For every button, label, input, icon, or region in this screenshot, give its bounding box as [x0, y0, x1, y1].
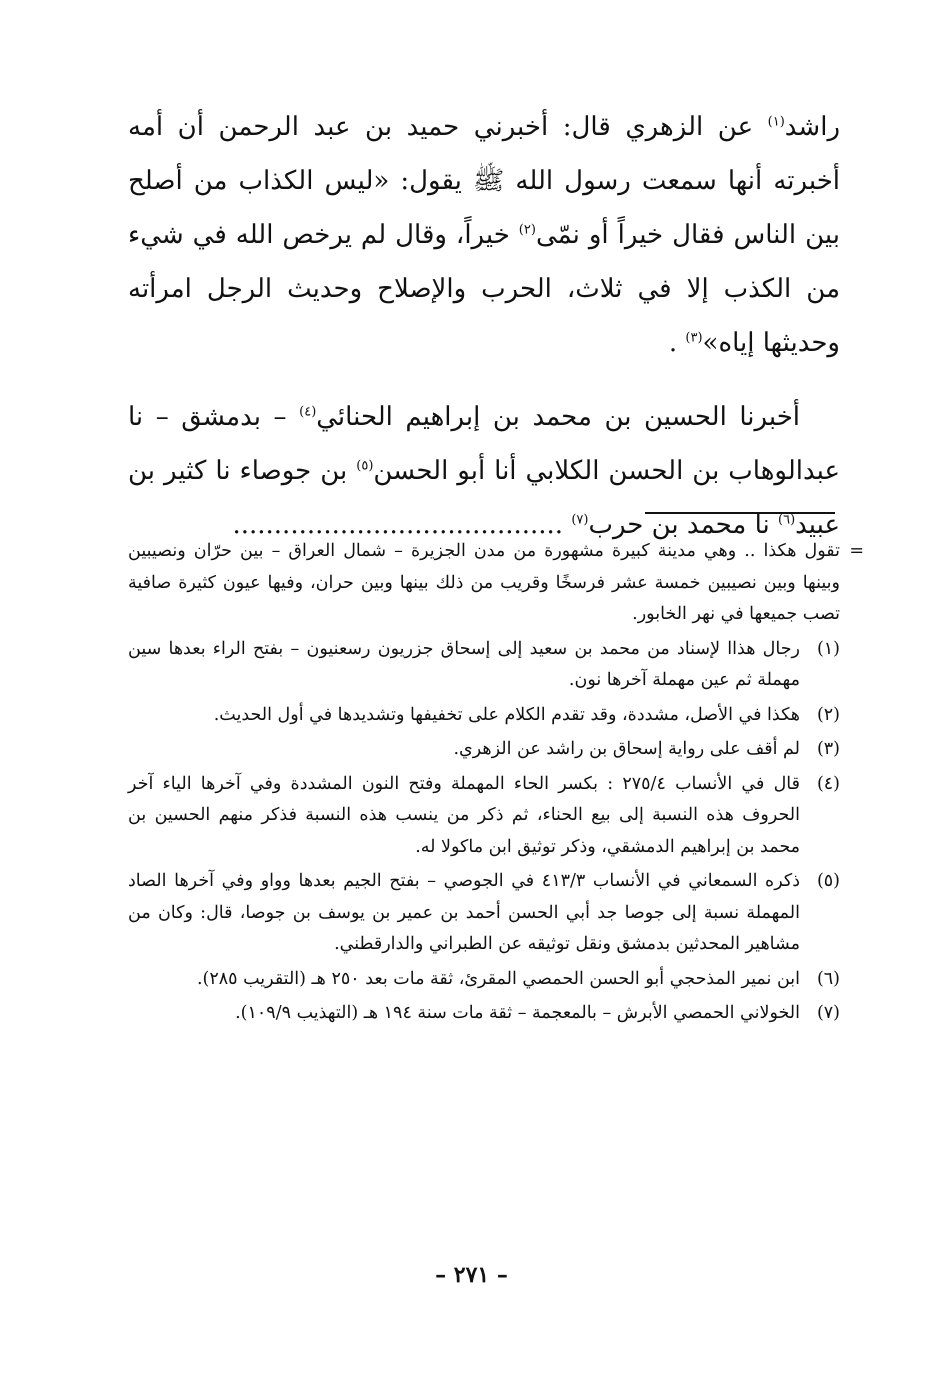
paragraph-isnad: [128, 390, 840, 552]
text-run: .: [668, 328, 686, 358]
text-run: راشد: [784, 112, 840, 142]
footnote-number: (٤): [816, 773, 840, 794]
text-run: بن جوصاء نا كثير بن عبيد: [128, 456, 840, 540]
footnote-ref-1[interactable]: (١): [767, 114, 785, 130]
footnote-number: (٦): [816, 968, 840, 989]
text-run: عن الزهري قال: أخبرني حميد بن عبد الرحمن أن أمه أخبرته أنها سمعت رسول الله ﷺ يقول: «ليس الكذاب من أصلح بين الناس فقال خيراً أو نمّى: [128, 112, 840, 250]
text-run: – بدمشق – نا عبدالوهاب بن الحسن الكلابي أنا أبو الحسن: [128, 402, 840, 486]
paragraph-hadith: [128, 100, 840, 370]
footnote-ref-3[interactable]: (٣): [685, 330, 703, 346]
footnote-text: تقول هكذا .. وهي مدينة كبيرة مشهورة من مدن الجزيرة – شمال العراق – بين حرّان ونصيبين وبينها وبين نصيبين خمسة عشر فرسخًا وقريب من ذلك بينها وبين حران، وفيها عيون كثيرة صافية تصب جميعها في نهر الخابور.: [128, 541, 840, 624]
footnotes: [128, 536, 864, 1033]
footnote-text: قال في الأنساب ٢٧٥/٤ : بكسر الحاء المهملة وفتح النون المشددة وفي آخرها الياء آخر الحروف هذه النسبة إلى بيع الحناء، ثم ذكر من ينسب هذه النسبة فذكر منهم الحسين بن محمد بن إبراهيم الدمشقي، وذكر توثيق ابن ماكولا له.: [128, 773, 800, 857]
main-text: [128, 100, 840, 552]
footnote-5: [128, 866, 840, 961]
footnote-number: (٢): [816, 704, 840, 725]
footnote-text: ابن نمير المذحجي أبو الحسن الحمصي المقرئ، ثقة مات بعد ٢٥٠ هـ (التقريب ٢٨٥).: [196, 968, 800, 989]
footnote-ref-5[interactable]: (٥): [356, 458, 374, 474]
footnote-7: [128, 998, 840, 1030]
footnote-4: [128, 769, 840, 864]
footnote-text: ذكره السمعاني في الأنساب ٤١٣/٣ في الجوصي – بفتح الجيم بعدها وواو وفي آخرها الصاد المهملة نسبة إلى جوصا جد أبي الحسن أحمد بن عمير بن يوسف بن جوصا، قال: وكان من مشاهير المحدثين بدمشق ونقل توثيقه عن الطبراني والدارقطني.: [128, 871, 801, 954]
footnote-3: [128, 734, 840, 766]
footnote-text: الخولاني الحمصي الأبرش – بالمعجمة – ثقة مات سنة ١٩٤ هـ (التهذيب ١٠٩/٩).: [235, 1003, 800, 1023]
ellipsis-dots: ........................................: [232, 510, 572, 540]
footnote-number: (١): [816, 638, 840, 659]
continuation-mark: =: [849, 541, 864, 561]
footnote-ref-4[interactable]: (٤): [299, 404, 317, 420]
footnote-1: [128, 634, 840, 697]
footnote-number: (٧): [816, 1003, 840, 1023]
footnote-6: [128, 964, 840, 996]
text-run: نا محمد بن حرب: [588, 510, 778, 540]
footnote-number: (٥): [816, 871, 840, 891]
footnote-continuation: [128, 536, 864, 631]
footnote-separator: [645, 512, 835, 514]
footnote-text: رجال هذاا لإسناد من محمد بن سعيد إلى إسحاق جزريون رسعنيون – بفتح الراء بعدها سين مهملة ثم عين مهملة آخرها نون.: [128, 638, 800, 690]
text-run: أخبرنا الحسين بن محمد بن إبراهيم الحنائي: [316, 402, 801, 432]
footnote-ref-6[interactable]: (٦): [778, 512, 796, 528]
footnote-2: [128, 700, 840, 732]
footnote-ref-2[interactable]: (٢): [518, 222, 536, 238]
footnote-number: (٣): [816, 739, 840, 759]
footnote-text: لم أقف على رواية إسحاق بن راشد عن الزهري.: [453, 739, 800, 759]
page-number: – ٢٧١ –: [435, 1262, 508, 1288]
text-run: خيراً، وقال لم يرخص الله في شيء من الكذب إلا في ثلاث، الحرب والإصلاح وحديث الرجل امرأته وحديثها إياه»: [128, 220, 840, 358]
footnote-text: هكذا في الأصل، مشددة، وقد تقدم الكلام على تخفيفها وتشديدها في أول الحديث.: [213, 704, 800, 725]
footnote-ref-7[interactable]: (٧): [571, 512, 589, 528]
